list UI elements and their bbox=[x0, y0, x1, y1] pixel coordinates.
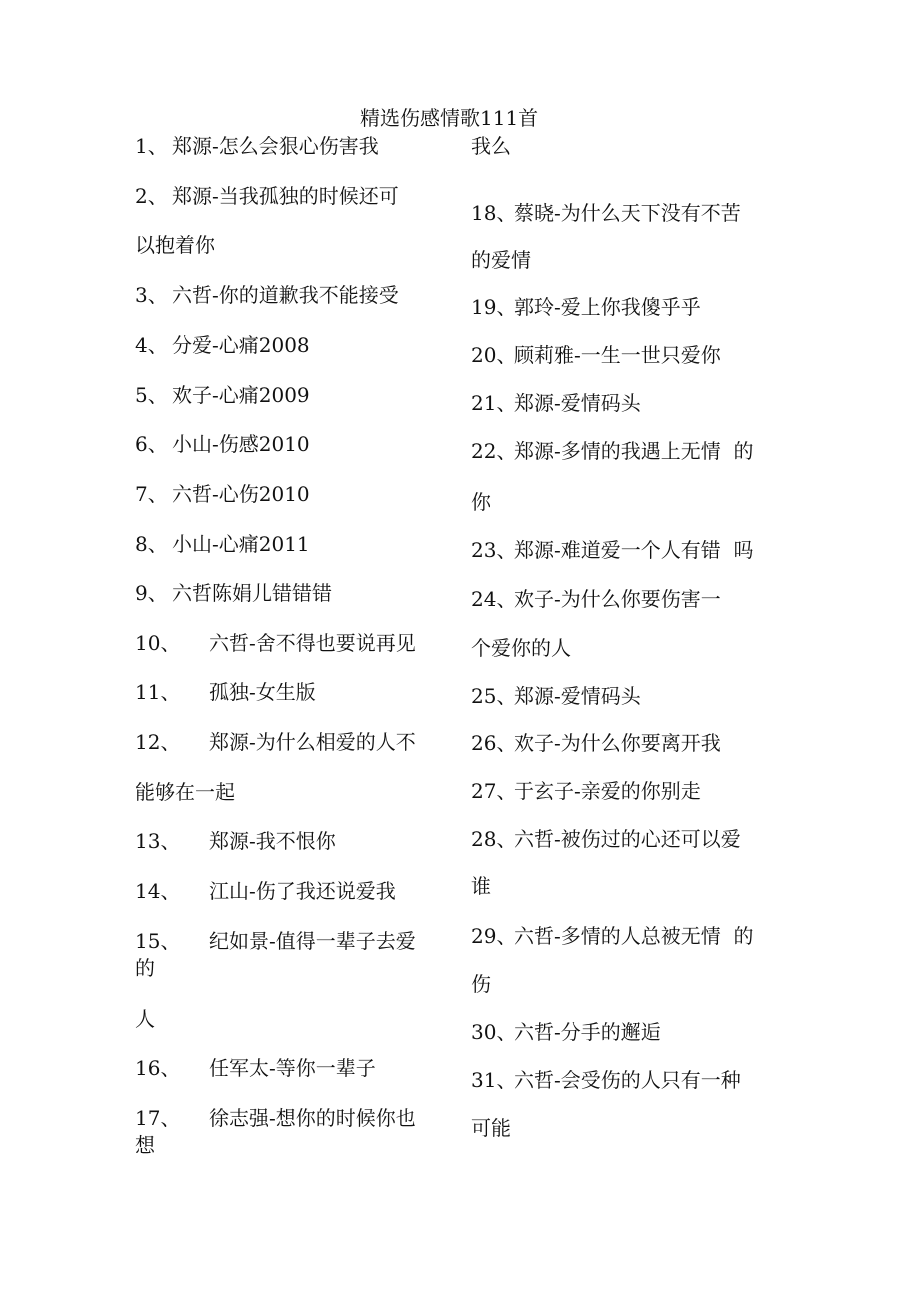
song-entry bbox=[135, 879, 396, 903]
entry-number: 25、 bbox=[471, 684, 517, 708]
song-entry-continuation bbox=[471, 490, 491, 514]
entry-text: 任军太-等你一辈子 bbox=[209, 1056, 376, 1080]
entry-number: 31、 bbox=[471, 1068, 517, 1092]
entry-number: 4、 bbox=[135, 333, 168, 357]
entry-text: 郑源-为什么相爱的人不 bbox=[209, 730, 416, 754]
song-entry-continuation bbox=[135, 956, 155, 980]
song-entry-continuation bbox=[135, 233, 215, 257]
entry-number: 6、 bbox=[135, 432, 168, 456]
entry-number: 16、 bbox=[135, 1056, 181, 1080]
song-entry-continuation bbox=[471, 972, 491, 996]
entry-text: 郑源-怎么会狠心伤害我 bbox=[172, 134, 379, 158]
song-entry bbox=[471, 343, 721, 367]
song-entry bbox=[471, 827, 741, 851]
entry-number: 23、 bbox=[471, 538, 517, 562]
entry-number: 19、 bbox=[471, 295, 517, 319]
song-entry bbox=[471, 391, 641, 415]
entry-text: 可能 bbox=[471, 1116, 511, 1140]
entry-text: 欢子-为什么你要伤害一 bbox=[514, 587, 721, 611]
song-entry bbox=[471, 731, 721, 755]
song-entry bbox=[135, 532, 310, 556]
song-entry bbox=[135, 730, 416, 754]
entry-text: 郑源-我不恨你 bbox=[209, 829, 336, 853]
song-entry bbox=[135, 581, 332, 605]
song-entry-continuation bbox=[471, 874, 491, 898]
document-title: 精选伤感情歌111首 bbox=[360, 106, 539, 130]
song-entry bbox=[471, 1020, 661, 1044]
song-entry-continuation bbox=[471, 1116, 511, 1140]
entry-number: 28、 bbox=[471, 827, 517, 851]
entry-number: 1、 bbox=[135, 134, 168, 158]
song-entry-continuation bbox=[135, 1007, 155, 1031]
song-entry bbox=[471, 295, 701, 319]
entry-text: 小山-伤感2010 bbox=[172, 432, 310, 456]
entry-text: 孤独-女生版 bbox=[209, 680, 316, 704]
song-entry bbox=[135, 1106, 416, 1130]
entry-number: 5、 bbox=[135, 383, 168, 407]
song-entry bbox=[135, 829, 336, 853]
entry-text: 人 bbox=[135, 1007, 155, 1031]
entry-text: 郑源-难道爱一个人有错 吗 bbox=[514, 538, 754, 562]
entry-text: 郑源-爱情码头 bbox=[514, 391, 641, 415]
entry-text: 谁 bbox=[471, 874, 491, 898]
song-entry bbox=[471, 924, 754, 948]
entry-text: 顾莉雅-一生一世只爱你 bbox=[514, 343, 721, 367]
entry-number: 30、 bbox=[471, 1020, 517, 1044]
entry-text: 的 bbox=[135, 956, 155, 980]
entry-number: 15、 bbox=[135, 929, 181, 953]
entry-text: 郑源-多情的我遇上无情 的 bbox=[514, 439, 754, 463]
song-entry bbox=[135, 333, 310, 357]
entry-number: 13、 bbox=[135, 829, 181, 853]
song-entry bbox=[135, 680, 316, 704]
entry-text: 江山-伤了我还说爱我 bbox=[209, 879, 396, 903]
entry-text: 六哲-多情的人总被无情 的 bbox=[514, 924, 754, 948]
entry-number: 21、 bbox=[471, 391, 517, 415]
song-entry bbox=[135, 432, 310, 456]
entry-text: 郑源-当我孤独的时候还可 bbox=[172, 184, 399, 208]
entry-text: 小山-心痛2011 bbox=[172, 532, 310, 556]
song-entry bbox=[135, 283, 399, 307]
song-entry-continuation bbox=[471, 134, 511, 158]
entry-number: 22、 bbox=[471, 439, 517, 463]
entry-number: 18、 bbox=[471, 201, 517, 225]
entry-text: 六哲-被伤过的心还可以爱 bbox=[514, 827, 741, 851]
entry-text: 徐志强-想你的时候你也 bbox=[209, 1106, 416, 1130]
entry-text: 个爱你的人 bbox=[471, 636, 571, 660]
song-entry bbox=[135, 482, 310, 506]
song-entry bbox=[135, 383, 310, 407]
song-entry bbox=[135, 1056, 376, 1080]
entry-text: 分爱-心痛2008 bbox=[172, 333, 310, 357]
entry-number: 7、 bbox=[135, 482, 168, 506]
entry-text: 六哲-舍不得也要说再见 bbox=[209, 631, 416, 655]
song-entry bbox=[471, 201, 741, 225]
entry-text: 六哲陈娟儿错错错 bbox=[172, 581, 332, 605]
entry-text: 能够在一起 bbox=[135, 780, 235, 804]
song-entry bbox=[471, 684, 641, 708]
entry-number: 29、 bbox=[471, 924, 517, 948]
song-entry bbox=[471, 538, 754, 562]
entry-text: 我么 bbox=[471, 134, 511, 158]
entry-text: 蔡晓-为什么天下没有不苦 bbox=[514, 201, 741, 225]
song-entry-continuation bbox=[135, 1133, 155, 1157]
entry-number: 2、 bbox=[135, 184, 168, 208]
song-entry bbox=[471, 779, 701, 803]
entry-text: 郑源-爱情码头 bbox=[514, 684, 641, 708]
entry-number: 9、 bbox=[135, 581, 168, 605]
entry-text: 的爱情 bbox=[471, 248, 531, 272]
entry-number: 11、 bbox=[135, 680, 181, 704]
entry-number: 24、 bbox=[471, 587, 517, 611]
entry-text: 六哲-会受伤的人只有一种 bbox=[514, 1068, 741, 1092]
song-entry bbox=[135, 134, 379, 158]
entry-text: 郭玲-爱上你我傻乎乎 bbox=[514, 295, 701, 319]
entry-text: 六哲-心伤2010 bbox=[172, 482, 310, 506]
entry-text: 欢子-心痛2009 bbox=[172, 383, 310, 407]
entry-number: 10、 bbox=[135, 631, 181, 655]
song-entry bbox=[135, 929, 416, 953]
entry-text: 想 bbox=[135, 1133, 155, 1157]
entry-number: 17、 bbox=[135, 1106, 181, 1130]
entry-text: 于玄子-亲爱的你别走 bbox=[514, 779, 701, 803]
song-entry bbox=[471, 439, 754, 463]
entry-text: 以抱着你 bbox=[135, 233, 215, 257]
entry-number: 8、 bbox=[135, 532, 168, 556]
entry-number: 27、 bbox=[471, 779, 517, 803]
entry-text: 六哲-你的道歉我不能接受 bbox=[172, 283, 399, 307]
entry-text: 欢子-为什么你要离开我 bbox=[514, 731, 721, 755]
entry-text: 纪如景-值得一辈子去爱 bbox=[209, 929, 416, 953]
song-entry bbox=[471, 587, 721, 611]
entry-number: 12、 bbox=[135, 730, 181, 754]
song-entry-continuation bbox=[135, 780, 235, 804]
song-entry bbox=[471, 1068, 741, 1092]
entry-text: 六哲-分手的邂逅 bbox=[514, 1020, 661, 1044]
entry-number: 20、 bbox=[471, 343, 517, 367]
entry-number: 14、 bbox=[135, 879, 181, 903]
song-entry-continuation bbox=[471, 248, 531, 272]
entry-number: 3、 bbox=[135, 283, 168, 307]
song-entry bbox=[135, 631, 416, 655]
song-entry bbox=[135, 184, 399, 208]
song-entry-continuation bbox=[471, 636, 571, 660]
entry-number: 26、 bbox=[471, 731, 517, 755]
entry-text: 你 bbox=[471, 490, 491, 514]
entry-text: 伤 bbox=[471, 972, 491, 996]
